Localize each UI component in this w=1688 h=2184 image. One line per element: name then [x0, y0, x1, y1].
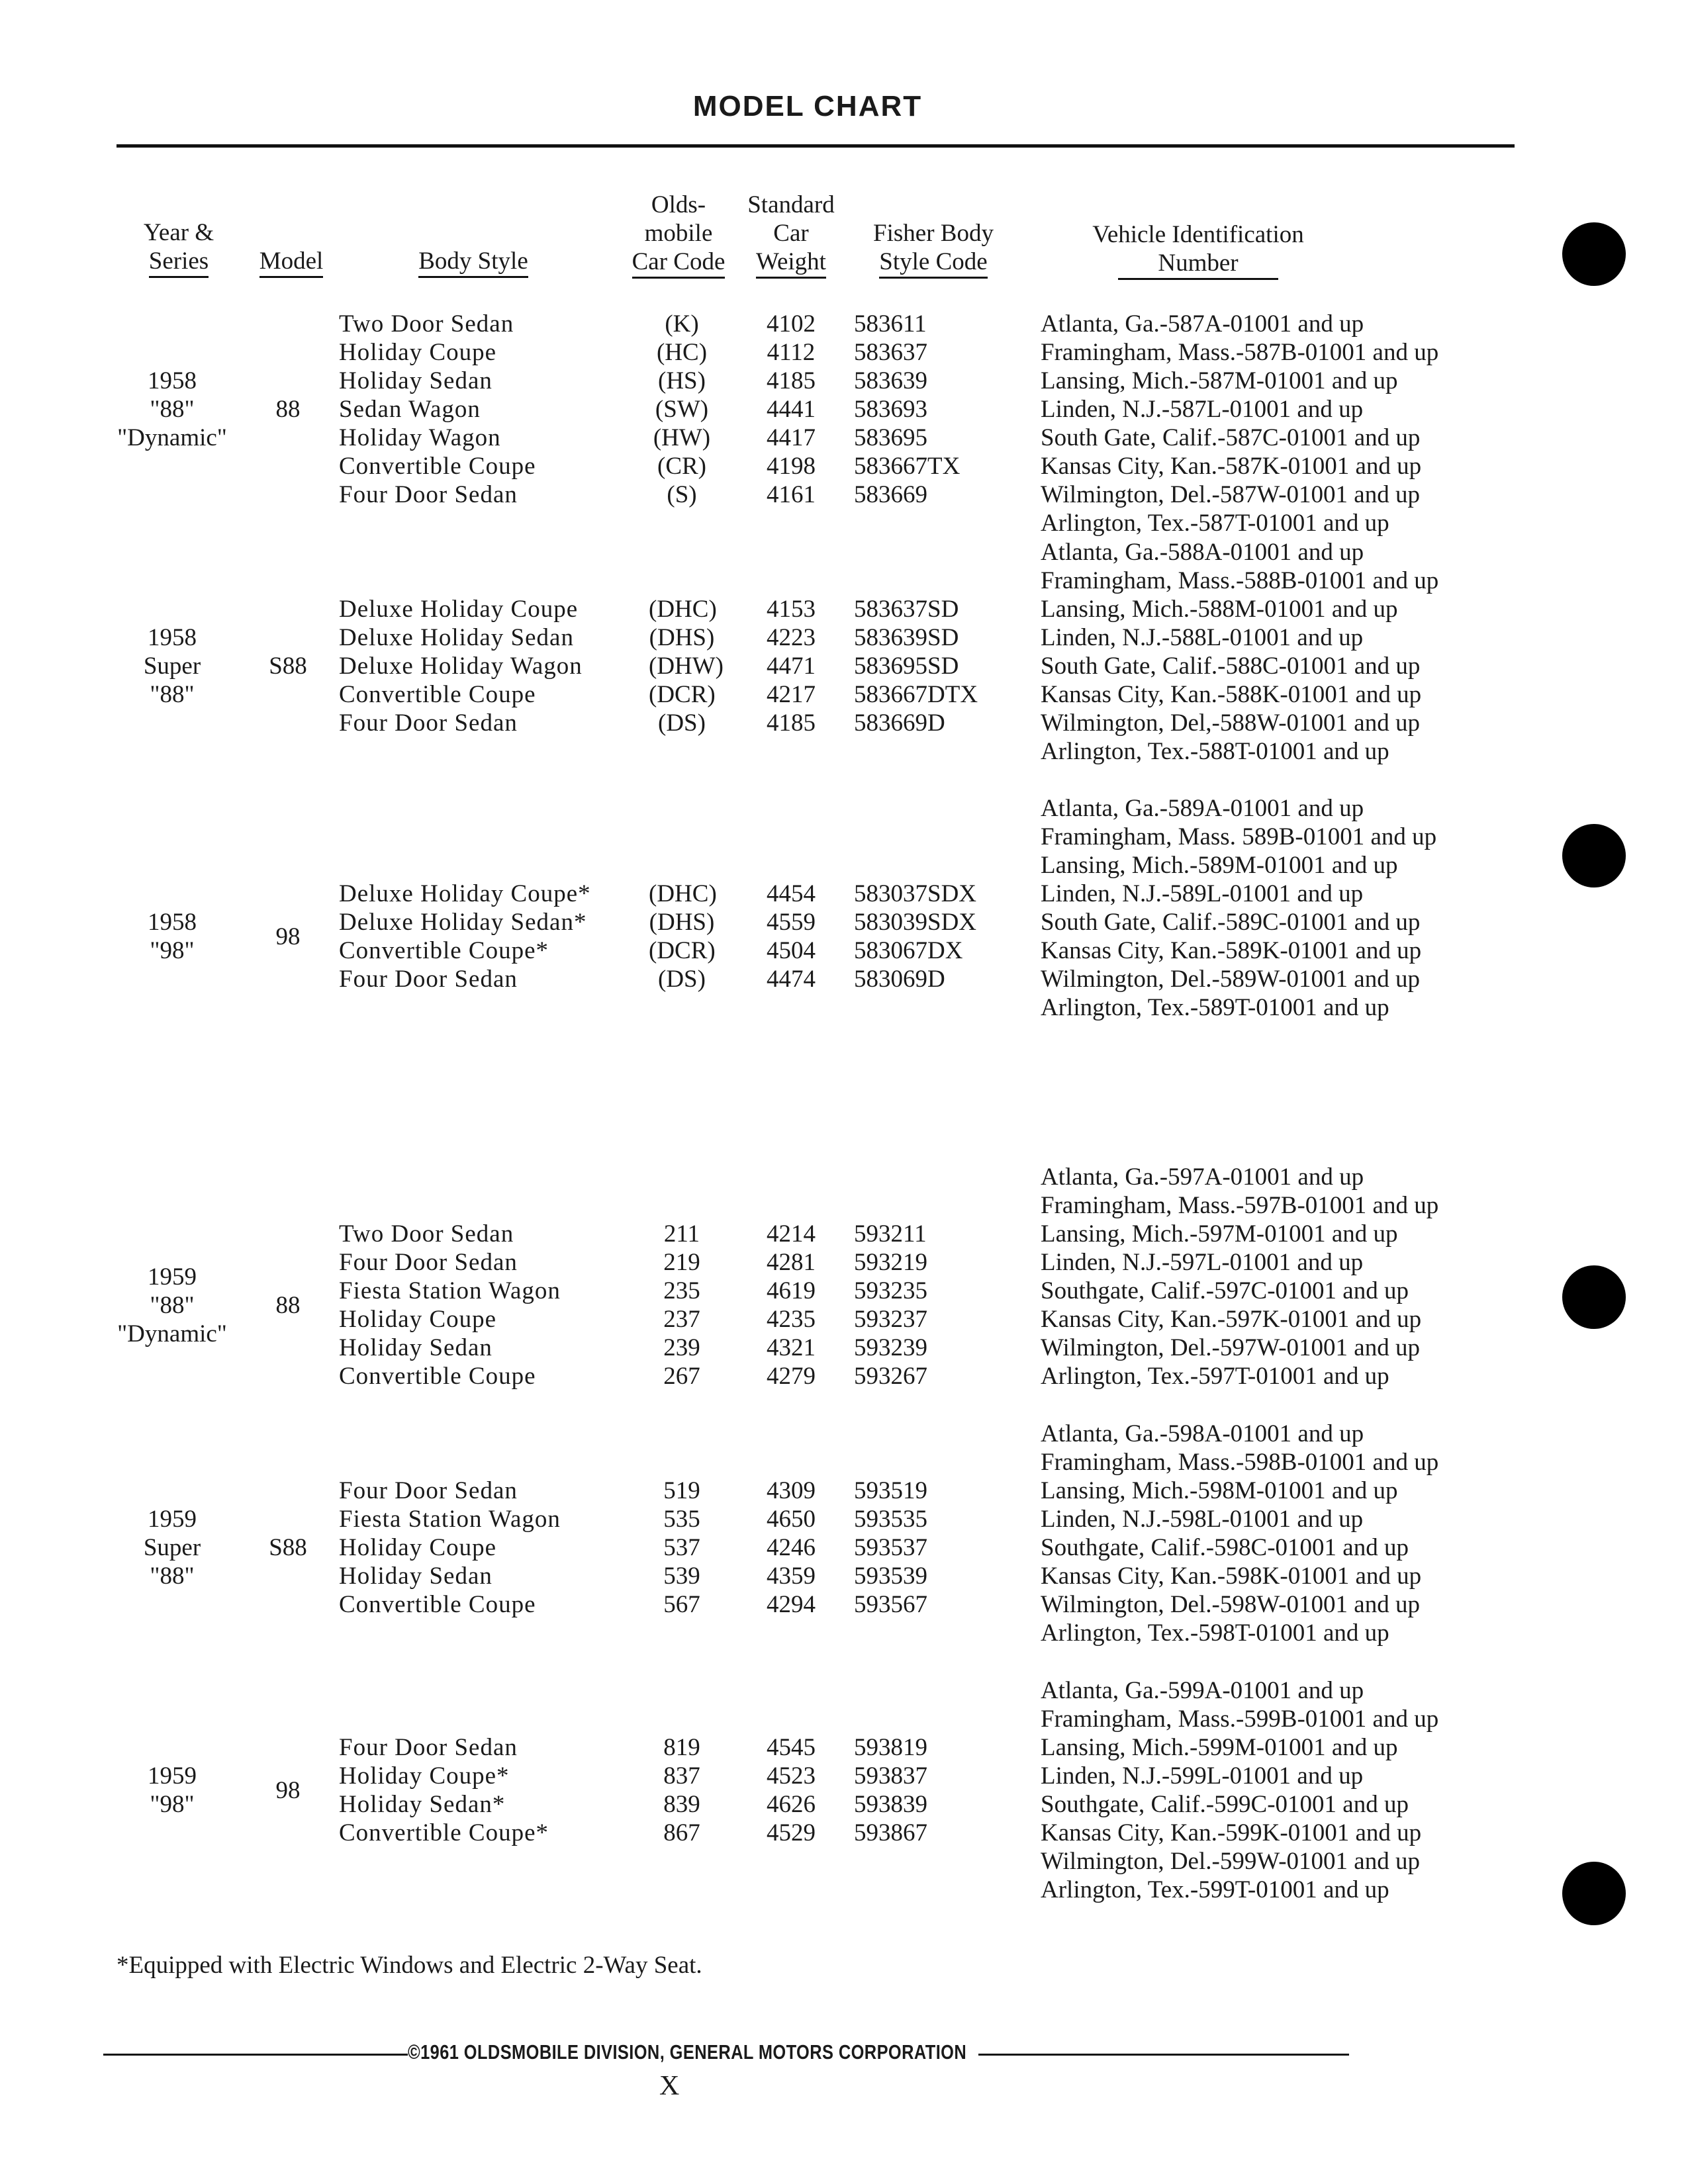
- body-style-cell: Four Door Sedan: [339, 1734, 518, 1761]
- fisher-code-cell: 593867: [854, 1819, 927, 1846]
- car-code-cell: (K): [665, 310, 699, 338]
- model-cell: S88: [269, 1534, 307, 1561]
- body-style-cell: Deluxe Holiday Sedan: [339, 624, 574, 651]
- header-weight-line1: Standard: [747, 191, 835, 218]
- vin-line: Kansas City, Kan.-599K-01001 and up: [1041, 1819, 1422, 1846]
- weight-cell: 4454: [767, 880, 816, 907]
- model-cell: 88: [275, 1291, 301, 1319]
- weight-cell: 4523: [767, 1762, 816, 1790]
- vin-line: Linden, N.J.-597L-01001 and up: [1041, 1249, 1364, 1276]
- weight-cell: 4359: [767, 1563, 816, 1590]
- weight-cell: 4214: [767, 1220, 816, 1248]
- year-series-line: Super: [143, 653, 201, 680]
- fisher-code-cell: 583037SDX: [854, 880, 977, 907]
- body-style-cell: Four Door Sedan: [339, 709, 518, 737]
- vin-line: Lansing, Mich.-587M-01001 and up: [1041, 367, 1398, 394]
- vin-line: Atlanta, Ga.-589A-01001 and up: [1041, 795, 1364, 822]
- fisher-code-cell: 583693: [854, 396, 927, 423]
- vin-line: Framingham, Mass.-599B-01001 and up: [1041, 1706, 1439, 1733]
- vin-line: Arlington, Tex.-589T-01001 and up: [1041, 994, 1389, 1021]
- fisher-code-cell: 583667TX: [854, 453, 961, 480]
- weight-cell: 4235: [767, 1306, 816, 1333]
- footer-rule-right: [978, 2054, 1349, 2056]
- vin-line: Arlington, Tex.-598T-01001 and up: [1041, 1619, 1389, 1647]
- vin-line: Wilmington, Del.-598W-01001 and up: [1041, 1591, 1420, 1618]
- vin-line: Atlanta, Ga.-597A-01001 and up: [1041, 1163, 1364, 1191]
- vin-line: Kansas City, Kan.-587K-01001 and up: [1041, 453, 1422, 480]
- weight-cell: 4246: [767, 1534, 816, 1561]
- weight-cell: 4153: [767, 596, 816, 623]
- car-code-cell: (DS): [658, 709, 706, 737]
- vin-line: Linden, N.J.-599L-01001 and up: [1041, 1762, 1364, 1790]
- body-style-cell: Four Door Sedan: [339, 1477, 518, 1504]
- car-code-cell: 211: [663, 1220, 700, 1248]
- header-car-code-line3: Car Code: [632, 248, 726, 279]
- vin-line: Linden, N.J.-598L-01001 and up: [1041, 1506, 1364, 1533]
- body-style-cell: Convertible Coupe: [339, 1591, 536, 1618]
- vin-line: South Gate, Calif.-587C-01001 and up: [1041, 424, 1421, 451]
- model-cell: S88: [269, 653, 307, 680]
- car-code-cell: 267: [663, 1363, 700, 1390]
- fisher-code-cell: 583637SD: [854, 596, 959, 623]
- body-style-cell: Holiday Sedan*: [339, 1791, 506, 1818]
- binder-hole: [1562, 824, 1626, 887]
- fisher-code-cell: 583639SD: [854, 624, 959, 651]
- vin-line: Kansas City, Kan.-597K-01001 and up: [1041, 1306, 1422, 1333]
- body-style-cell: Convertible Coupe*: [339, 1819, 549, 1846]
- binder-hole: [1562, 1862, 1626, 1925]
- weight-cell: 4650: [767, 1506, 816, 1533]
- binder-hole: [1562, 1265, 1626, 1329]
- fisher-code-cell: 593267: [854, 1363, 927, 1390]
- title-rule: [117, 144, 1515, 148]
- car-code-cell: 867: [663, 1819, 700, 1846]
- weight-cell: 4223: [767, 624, 816, 651]
- fisher-code-cell: 583667DTX: [854, 681, 978, 708]
- vin-line: Framingham, Mass.-587B-01001 and up: [1041, 339, 1439, 366]
- year-series-cell: [106, 1762, 238, 1819]
- weight-cell: 4281: [767, 1249, 816, 1276]
- vin-line: Southgate, Calif.-597C-01001 and up: [1041, 1277, 1409, 1304]
- header-fisher-line2: Style Code: [879, 248, 987, 279]
- fisher-code-cell: 583069D: [854, 966, 945, 993]
- header-weight-line3: Weight: [756, 248, 826, 279]
- footnote: *Equipped with Electric Windows and Electric 2-Way Seat.: [117, 1952, 702, 1979]
- car-code-cell: (DHS): [649, 624, 715, 651]
- fisher-code-cell: 583669: [854, 481, 927, 508]
- vin-line: Arlington, Tex.-587T-01001 and up: [1041, 510, 1389, 537]
- vin-line: Framingham, Mass.-597B-01001 and up: [1041, 1192, 1439, 1219]
- body-style-cell: Holiday Sedan: [339, 367, 492, 394]
- weight-cell: 4309: [767, 1477, 816, 1504]
- header-car-code: [622, 191, 735, 276]
- fisher-code-cell: 583695: [854, 424, 927, 451]
- body-style-cell: Convertible Coupe*: [339, 937, 549, 964]
- year-series-line: 1959: [148, 1263, 197, 1291]
- body-style-cell: Four Door Sedan: [339, 966, 518, 993]
- weight-cell: 4559: [767, 909, 816, 936]
- fisher-code-cell: 593211: [854, 1220, 927, 1248]
- body-style-cell: Fiesta Station Wagon: [339, 1277, 561, 1304]
- vin-line: Arlington, Tex.-599T-01001 and up: [1041, 1876, 1389, 1903]
- car-code-cell: (CR): [657, 453, 706, 480]
- weight-cell: 4529: [767, 1819, 816, 1846]
- header-year-line2: Series: [149, 248, 209, 278]
- vin-line: Wilmington, Del.-597W-01001 and up: [1041, 1334, 1420, 1361]
- weight-cell: 4185: [767, 367, 816, 394]
- car-code-cell: (HC): [656, 339, 708, 366]
- body-style-cell: Two Door Sedan: [339, 1220, 514, 1248]
- vin-line: Atlanta, Ga.-587A-01001 and up: [1041, 310, 1364, 338]
- year-series-cell: [106, 623, 238, 709]
- body-style-cell: Two Door Sedan: [339, 310, 514, 338]
- vin-line: South Gate, Calif.-588C-01001 and up: [1041, 653, 1421, 680]
- year-series-line: "Dynamic": [117, 424, 227, 451]
- car-code-cell: (DHC): [649, 880, 717, 907]
- fisher-code-cell: 593219: [854, 1249, 927, 1276]
- vin-line: Framingham, Mass. 589B-01001 and up: [1041, 823, 1437, 850]
- header-body-style-text: Body Style: [418, 248, 528, 278]
- body-style-cell: Deluxe Holiday Coupe*: [339, 880, 591, 907]
- vin-line: Atlanta, Ga.-588A-01001 and up: [1041, 539, 1364, 566]
- car-code-cell: (DCR): [649, 681, 716, 708]
- car-code-cell: (DCR): [649, 937, 716, 964]
- vin-line: Wilmington, Del.-589W-01001 and up: [1041, 966, 1420, 993]
- header-weight: [738, 191, 844, 276]
- weight-cell: 4441: [767, 396, 816, 423]
- car-code-cell: (DHS): [649, 909, 715, 936]
- fisher-code-cell: 583669D: [854, 709, 945, 737]
- car-code-cell: 239: [663, 1334, 700, 1361]
- year-series-cell: [106, 367, 238, 452]
- weight-cell: 4474: [767, 966, 816, 993]
- vin-line: Lansing, Mich.-599M-01001 and up: [1041, 1734, 1398, 1761]
- vin-line: Southgate, Calif.-599C-01001 and up: [1041, 1791, 1409, 1818]
- weight-cell: 4112: [767, 339, 816, 366]
- body-style-cell: Deluxe Holiday Wagon: [339, 653, 583, 680]
- vin-line: Wilmington, Del,-588W-01001 and up: [1041, 709, 1420, 737]
- car-code-cell: (HS): [658, 367, 706, 394]
- vin-line: Kansas City, Kan.-598K-01001 and up: [1041, 1563, 1422, 1590]
- vin-line: Lansing, Mich.-598M-01001 and up: [1041, 1477, 1398, 1504]
- year-series-line: 1958: [148, 624, 197, 651]
- car-code-cell: 537: [663, 1534, 700, 1561]
- car-code-cell: (DHW): [649, 653, 724, 680]
- fisher-code-cell: 583637: [854, 339, 927, 366]
- header-year-line1: Year &: [143, 219, 214, 246]
- page-title: MODEL CHART: [692, 90, 923, 122]
- vin-line: Lansing, Mich.-589M-01001 and up: [1041, 852, 1398, 879]
- fisher-code-cell: 593819: [854, 1734, 927, 1761]
- vin-line: Atlanta, Ga.-598A-01001 and up: [1041, 1420, 1364, 1447]
- header-weight-line2: Car: [773, 220, 809, 247]
- body-style-cell: Four Door Sedan: [339, 481, 518, 508]
- car-code-cell: 567: [663, 1591, 700, 1618]
- model-cell: 98: [275, 1776, 301, 1804]
- weight-cell: 4504: [767, 937, 816, 964]
- weight-cell: 4279: [767, 1363, 816, 1390]
- vin-line: Linden, N.J.-589L-01001 and up: [1041, 880, 1364, 907]
- car-code-cell: 235: [663, 1277, 700, 1304]
- header-fisher: [847, 219, 1019, 276]
- weight-cell: 4619: [767, 1277, 816, 1304]
- weight-cell: 4626: [767, 1791, 816, 1818]
- year-series-cell: [106, 1263, 238, 1348]
- header-body-style: [381, 247, 566, 275]
- body-style-cell: Holiday Wagon: [339, 424, 501, 451]
- body-style-cell: Deluxe Holiday Coupe: [339, 596, 579, 623]
- car-code-cell: 539: [663, 1563, 700, 1590]
- header-vin-line2: Number: [1118, 250, 1278, 280]
- vin-line: Lansing, Mich.-588M-01001 and up: [1041, 596, 1398, 623]
- vin-line: Wilmington, Del.-587W-01001 and up: [1041, 481, 1420, 508]
- model-cell: 88: [275, 396, 301, 423]
- vin-line: Kansas City, Kan.-589K-01001 and up: [1041, 937, 1422, 964]
- car-code-cell: 535: [663, 1506, 700, 1533]
- weight-cell: 4294: [767, 1591, 816, 1618]
- year-series-line: "88": [150, 396, 195, 423]
- vin-line: Arlington, Tex.-597T-01001 and up: [1041, 1363, 1389, 1390]
- weight-cell: 4545: [767, 1734, 816, 1761]
- car-code-cell: (SW): [655, 396, 709, 423]
- vin-line: Lansing, Mich.-597M-01001 and up: [1041, 1220, 1398, 1248]
- header-fisher-line1: Fisher Body: [873, 220, 994, 247]
- fisher-code-cell: 583695SD: [854, 653, 959, 680]
- vin-line: Kansas City, Kan.-588K-01001 and up: [1041, 681, 1422, 708]
- car-code-cell: 219: [663, 1249, 700, 1276]
- year-series-line: 1959: [148, 1762, 197, 1790]
- fisher-code-cell: 593537: [854, 1534, 927, 1561]
- car-code-cell: (DHC): [649, 596, 717, 623]
- weight-cell: 4217: [767, 681, 816, 708]
- footer-copyright: ©1961 OLDSMOBILE DIVISION, GENERAL MOTORS CORPORATION: [408, 2040, 967, 2064]
- year-series-line: "98": [150, 937, 195, 964]
- header-vin: [1059, 220, 1337, 277]
- page-number: X: [659, 2071, 680, 2101]
- car-code-cell: (DS): [658, 966, 706, 993]
- header-car-code-line2: mobile: [644, 220, 713, 247]
- vin-line: Arlington, Tex.-588T-01001 and up: [1041, 738, 1389, 765]
- weight-cell: 4102: [767, 310, 816, 338]
- body-style-cell: Fiesta Station Wagon: [339, 1506, 561, 1533]
- fisher-code-cell: 593519: [854, 1477, 927, 1504]
- year-series-line: Super: [143, 1534, 201, 1561]
- fisher-code-cell: 593237: [854, 1306, 927, 1333]
- year-series-line: "98": [150, 1791, 195, 1818]
- body-style-cell: Holiday Sedan: [339, 1563, 492, 1590]
- body-style-cell: Holiday Coupe: [339, 1534, 497, 1561]
- binder-hole: [1562, 222, 1626, 286]
- vin-line: Southgate, Calif.-598C-01001 and up: [1041, 1534, 1409, 1561]
- car-code-cell: 819: [663, 1734, 700, 1761]
- body-style-cell: Holiday Coupe: [339, 1306, 497, 1333]
- car-code-cell: (S): [667, 481, 697, 508]
- footer-rule-left: [103, 2054, 408, 2056]
- vin-line: Framingham, Mass.-598B-01001 and up: [1041, 1449, 1439, 1476]
- fisher-code-cell: 583611: [854, 310, 927, 338]
- body-style-cell: Holiday Coupe: [339, 339, 497, 366]
- car-code-cell: 837: [663, 1762, 700, 1790]
- header-model: [248, 247, 334, 275]
- weight-cell: 4321: [767, 1334, 816, 1361]
- car-code-cell: (HW): [653, 424, 711, 451]
- body-style-cell: Convertible Coupe: [339, 1363, 536, 1390]
- car-code-cell: 839: [663, 1791, 700, 1818]
- header-model-text: Model: [259, 248, 324, 278]
- body-style-cell: Four Door Sedan: [339, 1249, 518, 1276]
- fisher-code-cell: 583039SDX: [854, 909, 977, 936]
- fisher-code-cell: 593535: [854, 1506, 927, 1533]
- weight-cell: 4417: [767, 424, 816, 451]
- body-style-cell: Sedan Wagon: [339, 396, 481, 423]
- vin-line: Linden, N.J.-587L-01001 and up: [1041, 396, 1364, 423]
- body-style-cell: Convertible Coupe: [339, 681, 536, 708]
- car-code-cell: 237: [663, 1306, 700, 1333]
- car-code-cell: 519: [663, 1477, 700, 1504]
- vin-line: South Gate, Calif.-589C-01001 and up: [1041, 909, 1421, 936]
- fisher-code-cell: 593839: [854, 1791, 927, 1818]
- weight-cell: 4198: [767, 453, 816, 480]
- fisher-code-cell: 593235: [854, 1277, 927, 1304]
- year-series-line: "88": [150, 1563, 195, 1590]
- weight-cell: 4471: [767, 653, 816, 680]
- fisher-code-cell: 593567: [854, 1591, 927, 1618]
- header-vin-line1: Vehicle Identification: [1092, 221, 1304, 248]
- fisher-code-cell: 593837: [854, 1762, 927, 1790]
- year-series-line: 1958: [148, 909, 197, 936]
- body-style-cell: Holiday Sedan: [339, 1334, 492, 1361]
- year-series-line: "88": [150, 1291, 195, 1319]
- vin-line: Linden, N.J.-588L-01001 and up: [1041, 624, 1364, 651]
- weight-cell: 4161: [767, 481, 816, 508]
- fisher-code-cell: 593539: [854, 1563, 927, 1590]
- year-series-cell: [106, 1505, 238, 1590]
- year-series-line: "88": [150, 681, 195, 708]
- body-style-cell: Convertible Coupe: [339, 453, 536, 480]
- model-cell: 98: [275, 923, 301, 950]
- header-year-series: [126, 218, 232, 275]
- body-style-cell: Holiday Coupe*: [339, 1762, 510, 1790]
- body-style-cell: Deluxe Holiday Sedan*: [339, 909, 587, 936]
- fisher-code-cell: 593239: [854, 1334, 927, 1361]
- fisher-code-cell: 583067DX: [854, 937, 963, 964]
- year-series-line: 1958: [148, 367, 197, 394]
- year-series-line: 1959: [148, 1506, 197, 1533]
- year-series-line: "Dynamic": [117, 1320, 227, 1347]
- fisher-code-cell: 583639: [854, 367, 927, 394]
- header-car-code-line1: Olds-: [651, 191, 706, 218]
- vin-line: Framingham, Mass.-588B-01001 and up: [1041, 567, 1439, 594]
- vin-line: Wilmington, Del.-599W-01001 and up: [1041, 1848, 1420, 1875]
- year-series-cell: [106, 908, 238, 965]
- weight-cell: 4185: [767, 709, 816, 737]
- vin-line: Atlanta, Ga.-599A-01001 and up: [1041, 1677, 1364, 1704]
